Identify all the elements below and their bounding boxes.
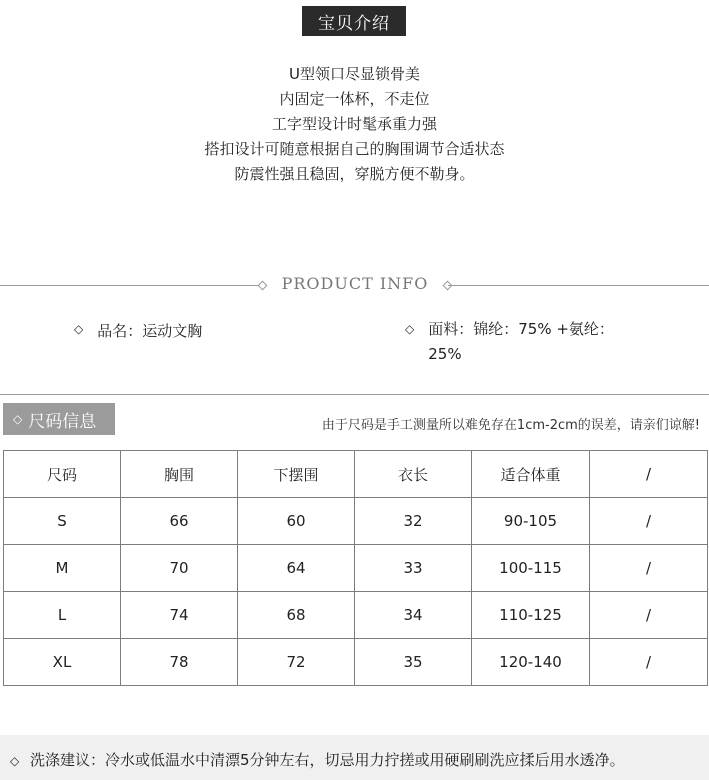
table-header-row: [4, 451, 708, 498]
table-cell: 100-115: [472, 545, 590, 592]
diamond-icon: [258, 281, 268, 291]
header-cell: 适合体重: [472, 451, 590, 498]
header-cell: 胸围: [121, 451, 238, 498]
section-title-badge: [302, 6, 406, 36]
intro-line: U型领口尽显锁骨美: [289, 65, 420, 83]
table-cell: XL: [4, 639, 121, 686]
divider-line-right: [448, 285, 709, 286]
table-cell: /: [590, 592, 708, 639]
table-cell: 33: [355, 545, 472, 592]
header-cell: 尺码: [4, 451, 121, 498]
table-cell: 70: [121, 545, 238, 592]
intro-line: 工字型设计时髦承重力强: [271, 115, 437, 133]
table-cell: /: [590, 498, 708, 545]
table-cell: L: [4, 592, 121, 639]
diamond-icon: ◇: [10, 754, 20, 768]
table-cell: 32: [355, 498, 472, 545]
size-note: 由于尺码是手工测量所以难免存在1cm-2cm的误差，请亲们谅解!: [321, 418, 700, 433]
product-name: 品名：运动文胸: [97, 322, 203, 340]
table-cell: 72: [238, 639, 355, 686]
washing-row: [10, 749, 625, 770]
table-row: [4, 639, 708, 686]
table-cell: 34: [355, 592, 472, 639]
intro-line: 防震性强且稳固，穿脱方便不勒身。: [234, 165, 475, 183]
section-title: 宝贝介绍: [318, 13, 390, 34]
product-material: 面料：锦纶：75% +氨纶：25%: [428, 320, 614, 363]
washing-panel: [0, 735, 709, 780]
product-intro: [0, 62, 709, 187]
table-cell: 90-105: [472, 498, 590, 545]
table-cell: 35: [355, 639, 472, 686]
size-info-title: 尺码信息: [28, 411, 97, 432]
intro-line: 搭扣设计可随意根据自己的胸围调节合适状态: [204, 140, 505, 158]
table-cell: 110-125: [472, 592, 590, 639]
size-info-badge: [3, 403, 115, 435]
table-cell: 68: [238, 592, 355, 639]
section-separator: [0, 394, 709, 395]
divider-line-left: [0, 285, 262, 286]
table-cell: M: [4, 545, 121, 592]
diamond-icon: ◇: [13, 412, 23, 426]
header-cell: /: [590, 451, 708, 498]
table-cell: 66: [121, 498, 238, 545]
table-cell: S: [4, 498, 121, 545]
intro-line: 内固定一体杯，不走位: [279, 90, 430, 108]
table-cell: 60: [238, 498, 355, 545]
product-material-spec: [405, 320, 638, 367]
product-info-heading: PRODUCT INFO: [281, 274, 429, 293]
table-cell: 64: [238, 545, 355, 592]
size-table: [3, 450, 708, 686]
header-cell: 下摆围: [238, 451, 355, 498]
table-row: [4, 498, 708, 545]
product-name-spec: [74, 320, 202, 341]
table-cell: /: [590, 545, 708, 592]
header-cell: 衣长: [355, 451, 472, 498]
table-cell: 74: [121, 592, 238, 639]
diamond-icon: ◇: [405, 322, 415, 336]
table-cell: 78: [121, 639, 238, 686]
table-row: [4, 592, 708, 639]
washing-text: 洗涤建议：冷水或低温水中清漂5分钟左右，切忌用力拧搓或用硬刷刷洗应揉后用水透净。: [30, 751, 625, 769]
diamond-icon: ◇: [74, 322, 84, 336]
table-row: [4, 545, 708, 592]
table-cell: /: [590, 639, 708, 686]
product-info-divider: [0, 274, 709, 296]
table-cell: 120-140: [472, 639, 590, 686]
